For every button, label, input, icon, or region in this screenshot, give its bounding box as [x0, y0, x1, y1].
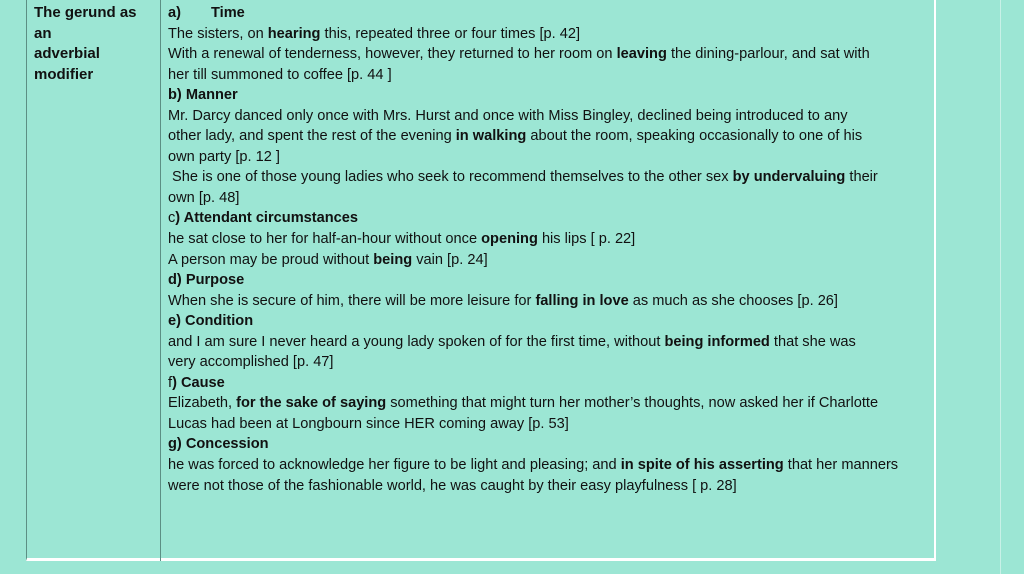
heading-text: ) Attendant circumstances: [175, 210, 359, 227]
row-label-line: modifier: [34, 65, 94, 83]
example-text: as much as she chooses [p. 26]: [628, 292, 838, 309]
example-line: [168, 291, 928, 312]
heading-letter: f: [168, 374, 173, 391]
gerund-highlight: by undervaluing: [732, 169, 846, 186]
example-text: that she was: [769, 333, 856, 350]
example-line: Lucas had been at Longbourn since HER coming away [p. 53]: [168, 415, 569, 432]
examples-cell: [168, 3, 928, 496]
section-heading-condition: e) Condition: [168, 313, 254, 330]
example-text: his lips [ p. 22]: [537, 231, 636, 248]
example-text: something that might turn her mother’s thoughts, now asked her if Charlotte: [386, 395, 879, 412]
example-line: [168, 250, 928, 271]
example-text: about the room, speaking occasionally to one of his: [526, 128, 863, 145]
gerund-highlight: falling in love: [535, 292, 629, 309]
gerund-highlight: for the sake of saying: [236, 395, 387, 412]
example-line: [168, 455, 928, 476]
example-text: With a renewal of tenderness, however, they returned to her room on: [168, 46, 617, 63]
example-text: and I am sure I never heard a young lady spoken of for the first time, without: [168, 333, 665, 350]
example-line: [168, 229, 928, 250]
gerund-highlight: leaving: [616, 46, 667, 63]
example-text: She is one of those young ladies who seek to recommend themselves to the other sex: [168, 169, 733, 186]
example-line: [168, 24, 928, 45]
example-text: their: [845, 169, 878, 186]
section-heading-cause: [168, 373, 928, 394]
heading-letter: a): [168, 5, 181, 21]
gerund-highlight: being informed: [664, 333, 770, 350]
section-heading-purpose: d) Purpose: [168, 272, 245, 289]
example-text: he sat close to her for half-an-hour without once: [168, 231, 482, 248]
example-line: Mr. Darcy danced only once with Mrs. Hurst and once with Miss Bingley, declined being introduced to any: [168, 107, 848, 124]
example-text: this, repeated three or four times [p. 42]: [320, 25, 581, 42]
example-text: that her manners: [783, 457, 899, 474]
example-line: [168, 44, 928, 65]
example-text: vain [p. 24]: [412, 251, 488, 268]
row-label-line: adverbial: [34, 45, 100, 62]
example-line: were not those of the fashionable world, he was caught by their easy playfulness [ p. 28]: [168, 477, 737, 494]
example-text: The sisters, on: [168, 25, 268, 42]
column-divider: [160, 0, 161, 561]
example-text: A person may be proud without: [168, 251, 374, 268]
example-line: her till summoned to coffee [p. 44 ]: [168, 66, 392, 83]
example-line: [168, 167, 928, 188]
gerund-highlight: being: [373, 251, 413, 268]
example-text: other lady, and spent the rest of the evening: [168, 128, 456, 145]
row-label-line: The gerund as an: [34, 4, 137, 42]
heading-text: Time: [210, 5, 245, 21]
section-heading-time: [168, 3, 928, 24]
example-line: [168, 393, 928, 414]
example-line: very accomplished [p. 47]: [168, 354, 334, 371]
section-heading-manner: b) Manner: [168, 87, 238, 104]
example-line: own party [p. 12 ]: [168, 148, 280, 165]
heading-letter: c: [168, 210, 176, 227]
slide-edge-line: [1000, 0, 1001, 574]
example-line: [168, 332, 928, 353]
gerund-highlight: opening: [481, 231, 538, 248]
section-heading-attendant: [168, 208, 928, 229]
row-label-cell: [34, 3, 158, 85]
example-text: the dining-parlour, and sat with: [666, 46, 870, 63]
gerund-highlight: in spite of his asserting: [620, 457, 784, 474]
example-text: When she is secure of him, there will be more leisure for: [168, 292, 536, 309]
example-text: he was forced to acknowledge her figure to be light and pleasing; and: [168, 457, 621, 474]
gerund-highlight: in walking: [455, 128, 527, 145]
heading-text: ) Cause: [172, 374, 225, 391]
gerund-highlight: hearing: [267, 25, 321, 42]
example-line: [168, 126, 928, 147]
example-text: Elizabeth,: [168, 395, 237, 412]
section-heading-concession: g) Concession: [168, 436, 269, 453]
example-line: own [p. 48]: [168, 189, 240, 206]
